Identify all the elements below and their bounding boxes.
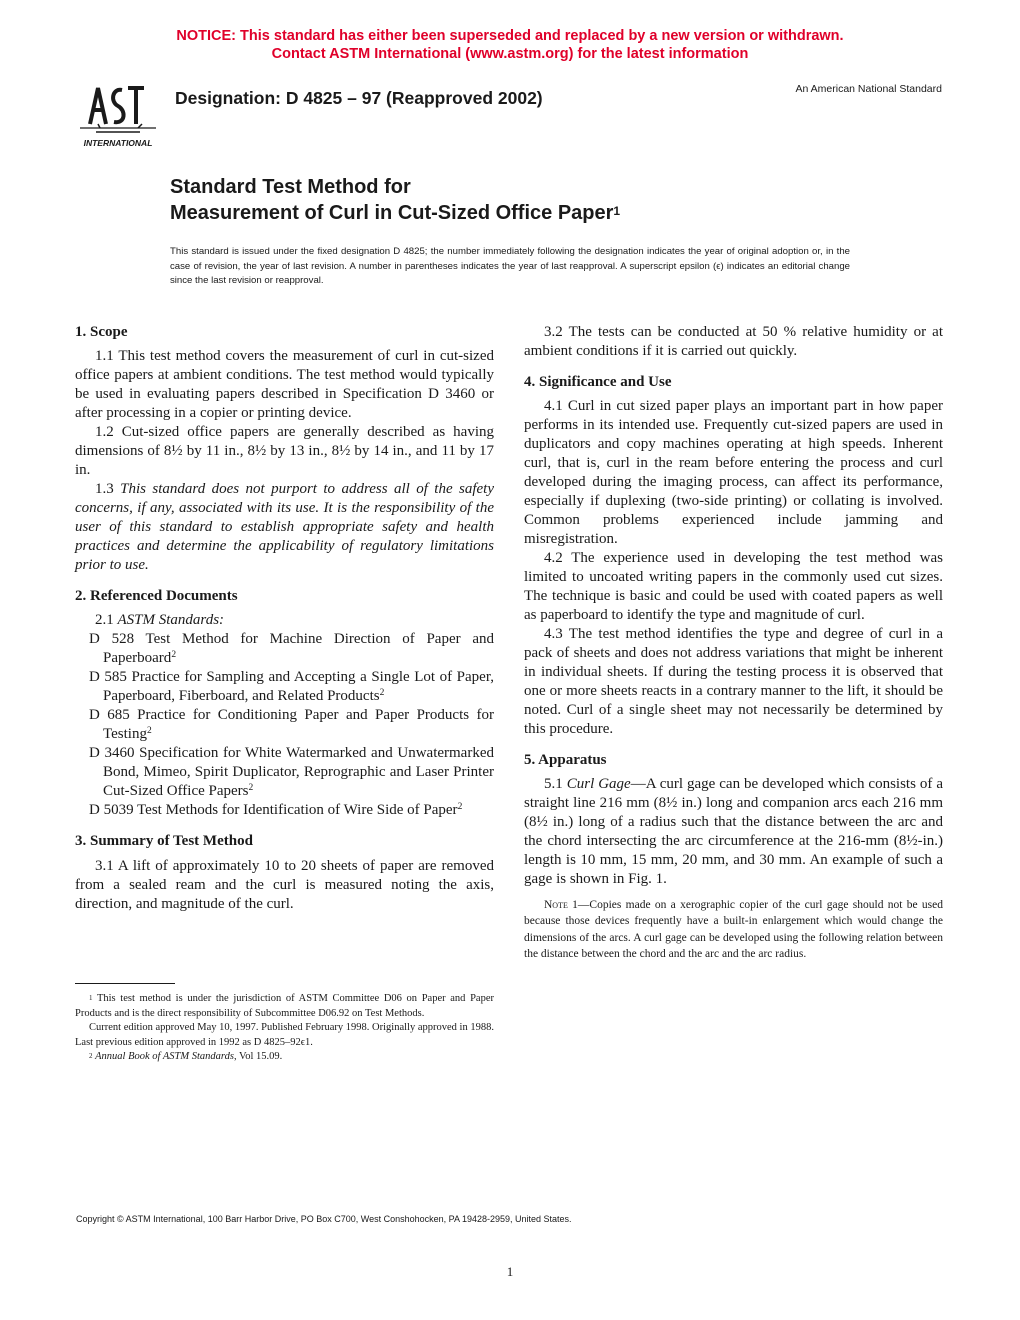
title-line-2: [170, 200, 620, 226]
para-4-1: 4.1 Curl in cut sized paper plays an important part in how paper performs in its intended use. Frequently cut-sized papers are used in duplicators and copy machines operating at high speeds. Inherent curl, that is, curl in the ream before entering the process and curl developed during the imaging process, can affect its performance, especially if duplexing (two-side printing) or collating is involved. Common problems experienced include jamming and misregistration.: [524, 398, 943, 547]
ref-footnote-mark[interactable]: 2: [171, 650, 177, 660]
ref-item: [75, 801, 494, 820]
para-1-2: 1.2 Cut-sized office papers are generally described as having dimensions of 8½ by 11 in., 8½ by 13 in., 8½ by 14 in., and 11 by 17 in.: [75, 424, 494, 478]
para-2-1-num: 2.1: [95, 612, 114, 628]
ref-text: D 5039 Test Methods for Identification of Wire Side of Paper: [89, 802, 458, 818]
footnote-1-text: This test method is under the jurisdiction of ASTM Committee D06 on Paper and Paper Products and is the direct responsibility of Subcommittee D06.92 on Test Methods.: [75, 993, 494, 1019]
astm-logo-icon: [76, 78, 160, 150]
title-footnote-mark[interactable]: 1: [613, 204, 621, 218]
ref-footnote-mark[interactable]: 2: [379, 688, 385, 698]
note-1: [524, 897, 943, 963]
section-5-heading: 5. Apparatus: [524, 752, 607, 768]
footnote-1-edition: Current edition approved May 10, 1997. Published February 1998. Originally approved in 1988. Last previous edition approved in 1992 as D 4825–92ϵ1.: [75, 1022, 494, 1048]
footnote-divider: [75, 983, 175, 984]
document-title: [170, 174, 620, 226]
ref-item: [75, 630, 494, 668]
left-column: [75, 323, 494, 914]
note-1-text: —Copies made on a xerographic copier of the curl gage should not be used because those devices frequently have a built-in enlargement which would change the dimensions of the arcs. A curl gage can be developed using the following relation between the distance between the chord and the arc and the arc radius.: [524, 899, 944, 961]
ref-footnote-mark[interactable]: 2: [146, 726, 152, 736]
para-1-1: 1.1 This test method covers the measurement of curl in cut-sized office papers at ambient conditions. The test method would typically be used in evaluating papers described in Specification D 3460 or after processing in a copier or printing device.: [75, 348, 494, 421]
ref-text: D 685 Practice for Conditioning Paper and Paper Products for Testing: [89, 707, 494, 742]
para-1-3-text: This standard does not purport to address all of the safety concerns, if any, associated with its use. It is the responsibility of the user of this standard to establish appropriate safety and health practices and determine the applicability of regulatory limitations prior to use.: [75, 481, 495, 573]
para-4-2: 4.2 The experience used in developing the test method was limited to uncoated writing papers in the commonly used cut sizes. The technique is basic and could be used with coated papers as well as paperboard to identify the type and magnitude of curl.: [524, 550, 943, 623]
para-3-2: 3.2 The tests can be conducted at 50 % relative humidity or at ambient conditions if it is carried out quickly.: [524, 324, 943, 359]
ref-item: [75, 744, 494, 801]
title-line-1: Standard Test Method for: [170, 176, 411, 198]
para-5-1-term: Curl Gage: [566, 776, 631, 792]
footnote-1: [75, 992, 494, 1021]
footnote-2-title: Annual Book of ASTM Standards: [95, 1051, 234, 1063]
footnote-2-rest: , Vol 15.09.: [233, 1051, 283, 1063]
para-4-3: 4.3 The test method identifies the type and degree of curl in a pack of sheets and does not address variations that might be inherent in individual sheets. If during the testing process it is observed that one or more sheets reacts in a contrary manner to the lift, it should be noted. Curl of a single sheet may not necessarily be determined by this procedure.: [524, 626, 943, 737]
para-1-3: [75, 480, 494, 575]
footnote-2: [75, 1050, 494, 1065]
right-column: [524, 323, 943, 963]
ref-text: D 585 Practice for Sampling and Accepting a Single Lot of Paper, Paperboard, Fiberboard, and Related Products: [89, 669, 494, 704]
title-line-2-text: Measurement of Curl in Cut-Sized Office Paper: [170, 202, 614, 224]
copyright: Copyright © ASTM International, 100 Barr Harbor Drive, PO Box C700, West Conshohocken, PA 19428-2959, United States.: [76, 1214, 572, 1224]
ref-footnote-mark[interactable]: 2: [457, 802, 463, 812]
ref-item: [75, 668, 494, 706]
ref-footnote-mark[interactable]: 2: [248, 783, 254, 793]
section-3-heading: 3. Summary of Test Method: [75, 833, 253, 849]
para-5-1-num: 5.1: [544, 776, 563, 792]
para-2-1-label: ASTM Standards:: [117, 612, 225, 628]
notice-line-1: NOTICE: This standard has either been superseded and replaced by a new version or withdrawn.: [176, 28, 844, 44]
section-2-heading: 2. Referenced Documents: [75, 588, 238, 604]
para-1-3-num: 1.3: [95, 481, 114, 497]
notice-line-2: Contact ASTM International (www.astm.org) for the latest information: [271, 46, 749, 62]
ref-item: [75, 706, 494, 744]
note-1-label: Note 1: [544, 899, 578, 911]
section-4-heading: 4. Significance and Use: [524, 374, 672, 390]
para-5-1-text: —A curl gage can be developed which consists of a straight line 216 mm (8½ in.) long and companion arcs each 216 mm (8½ in.) long of a radius such that the distance between the arc and the chord intersecting the arc circumference at the 216-mm (8½-in.) length is 10 mm, 15 mm, 20 mm, and 30 mm. An example of such a gage is shown in Fig. 1.: [524, 776, 944, 887]
page-number: 1: [506, 1264, 514, 1279]
para-5-1: [524, 775, 943, 889]
para-3-1: 3.1 A lift of approximately 10 to 20 sheets of paper are removed from a sealed ream and the curl is measured noting the axis, direction, and magnitude of the curl.: [75, 858, 494, 912]
notice-banner: [0, 27, 1020, 63]
american-national-standard: An American National Standard: [795, 83, 942, 95]
para-2-1: [75, 611, 494, 630]
footnote-1-mark: 1: [89, 994, 93, 1002]
designation: Designation: D 4825 – 97 (Reapproved 2002): [175, 88, 543, 108]
astm-logo-label: INTERNATIONAL: [83, 138, 153, 148]
section-1-heading: 1. Scope: [75, 324, 128, 340]
footnote-2-mark: 2: [89, 1052, 93, 1061]
ref-text: D 3460 Specification for White Watermarked and Unwatermarked Bond, Mimeo, Spirit Duplicator, Reprographic and Laser Printer Cut-Sized Office Papers: [89, 745, 494, 799]
footnotes: [75, 992, 494, 1065]
issuance-statement: This standard is issued under the fixed designation D 4825; the number immediately following the designation indicates the year of original adoption or, in the case of revision, the year of last revision. A number in parentheses indicates the year of last reapproval. A superscript epsilon (ϵ) indicates an editorial change since the last revision or reapproval.: [170, 246, 850, 287]
ref-text: D 528 Test Method for Machine Direction of Paper and Paperboard: [89, 631, 494, 666]
